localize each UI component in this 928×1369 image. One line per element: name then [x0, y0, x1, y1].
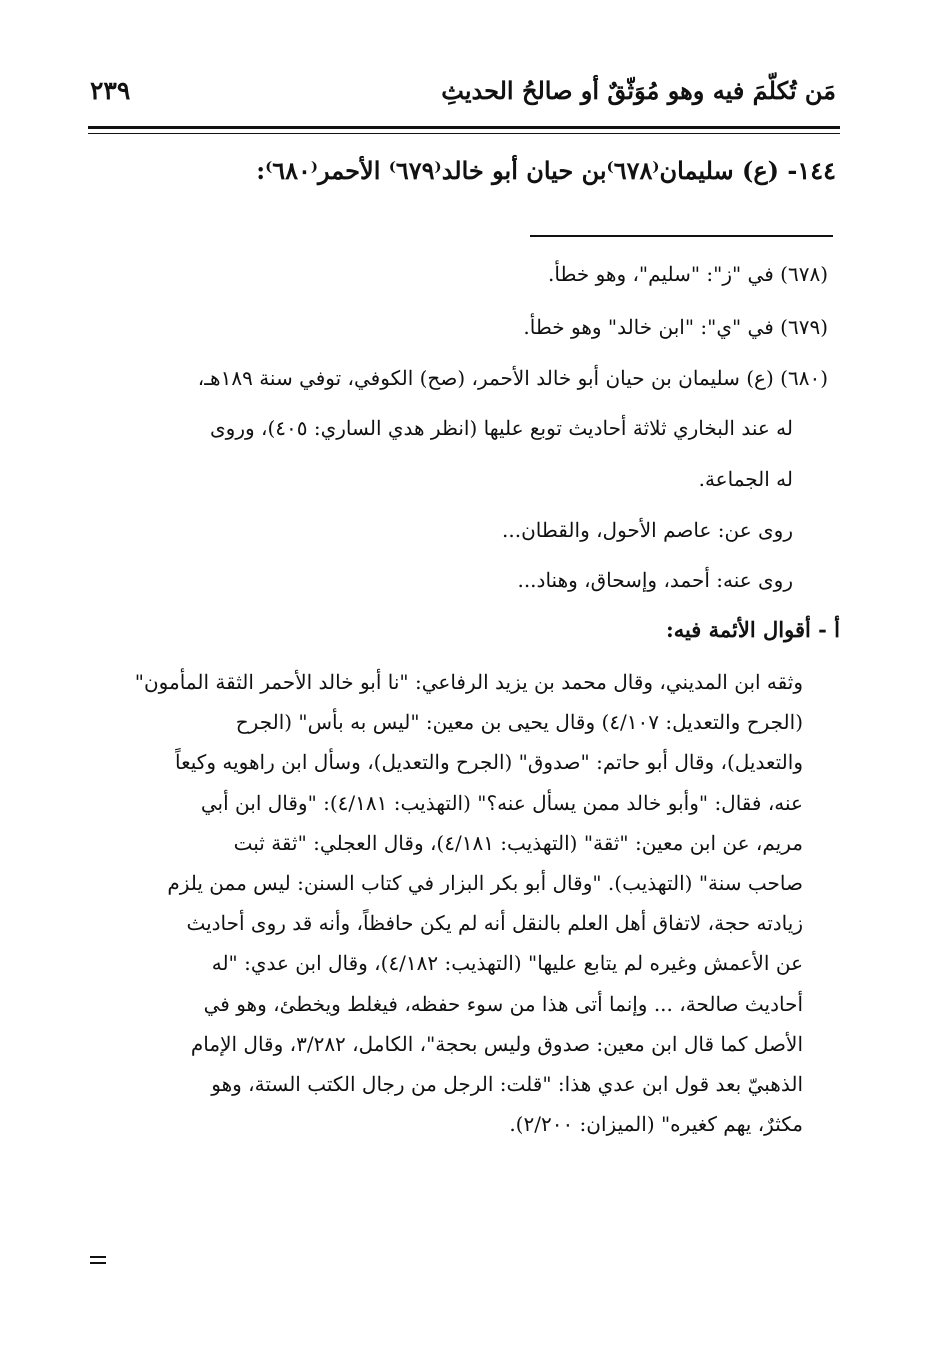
paragraph-line: الذهبيّ بعد قول ابن عدي هذا: "قلت: الرجل من رجال الكتب الستة، وهو [211, 1071, 803, 1096]
footnote-678: (٦٧٨) في "ز": "سليم"، وهو خطأ. [548, 262, 828, 286]
paragraph-line: (الجرح والتعديل: ٤/١٠٧) وقال يحيى بن معين: "ليس به بأس" (الجرح [235, 710, 803, 735]
entry-heading: ١٤٤- (ع) سليمان⁽٦٧٨⁾بن حيان أبو خالد⁽٦٧٩⁾ الأحمر⁽٦٨٠⁾: [256, 156, 836, 185]
paragraph-line: أحاديث صالحة، ... وإنما أتى هذا من سوء حفظه، فيغلط ويخطئ، وهو في [203, 991, 803, 1016]
paragraph-line: زيادته حجة، لاتفاق أهل العلم بالنقل أنه لم يكن حافظاً، وأنه قد روى أحاديث [186, 911, 803, 936]
footnote-680-line: روى عن: عاصم الأحول، والقطان... [502, 518, 793, 542]
paragraph-line: مكثرٌ، يهم كغيره" (الميزان: ٢/٢٠٠). [509, 1112, 803, 1137]
header-rule-thick [88, 126, 840, 129]
paragraph-line: وثقه ابن المديني، وقال محمد بن يزيد الرفاعي: "نا أبو خالد الأحمر الثقة المأمون" [134, 670, 803, 694]
footnote-680-line: روى عنه: أحمد، وإسحاق، وهناد... [517, 568, 793, 592]
paragraph-line: عنه، فقال: "وأبو خالد ممن يسأل عنه؟" (التهذيب: ٤/١٨١): "وقال ابن أبي [200, 790, 803, 815]
end-of-page-mark [90, 1256, 106, 1268]
paragraph-line: الأصل كما قال ابن معين: صدوق وليس بحجة"، الكامل، ٣/٢٨٢، وقال الإمام [190, 1031, 803, 1056]
paragraph-line: عن الأعمش وغيره لم يتابع عليها" (التهذيب: ٤/١٨٢)، وقال ابن عدي: "له [211, 951, 803, 976]
footnote-680-line: له عند البخاري ثلاثة أحاديث توبع عليها (انظر هدي الساري: ٤٠٥)، وروى [210, 416, 793, 440]
paragraph-line: والتعديل)، وقال أبو حاتم: "صدوق" (الجرح والتعديل)، وسأل ابن راهويه وكيعاً [175, 750, 803, 775]
footnote-680-line: له الجماعة. [698, 467, 793, 491]
footnote-680-line: (٦٨٠) (ع) سليمان بن حيان أبو خالد الأحمر، (صح) الكوفي، توفي سنة ١٨٩هـ، [197, 366, 828, 390]
paragraph-line: صاحب سنة" (التهذيب). "وقال أبو بكر البزار في كتاب السنن: ليس ممن يلزم [167, 870, 803, 895]
page-number: ٢٣٩ [90, 76, 131, 105]
section-paragraph [103, 662, 803, 1144]
footnote-separator [530, 235, 833, 237]
paragraph-line: مريم، عن ابن معين: "ثقة" (التهذيب: ٤/١٨١)، وقال العجلي: "ثقة ثبت [233, 830, 803, 855]
running-header-title: مَن تُكلّمَ فيه وهو مُوَثّقٌ أو صالحُ الحديثِ [441, 76, 836, 105]
footnote-679: (٦٧٩) في "ي": "ابن خالد" وهو خطأ. [523, 315, 828, 339]
section-heading: أ - أقوال الأئمة فيه: [665, 617, 840, 642]
header-rule-thin [88, 133, 840, 134]
